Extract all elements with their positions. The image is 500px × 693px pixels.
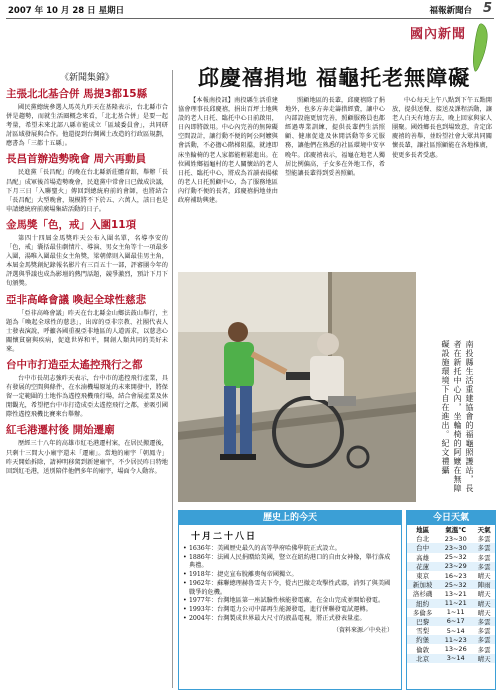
temp: 23~30	[438, 534, 473, 543]
weather-row	[407, 580, 495, 589]
history-item: • 1886年：法國人民捐贈給美國，豎立在紐約港口的自由女神像，舉行落成典禮。	[183, 554, 395, 571]
temp: 11~23	[438, 635, 473, 644]
brief-item	[6, 424, 168, 475]
brief-text: 第四十四屆金馬獎昨天公布入圍名單，名導李安的「色，戒」囊括最佳劇情片、導演、男女主角等十一項最多入圍，湯唯入圍最佳女主角獎，梁朝偉則入圍最佳男主角，本屆金馬獎創紀錄報名影片有三百五十一部，評審團今年的評選與爭議也成為影壇的熱門話題，競爭激烈，預計下月下旬頒獎。	[6, 234, 168, 288]
city: 紐約	[407, 599, 438, 608]
main-article	[178, 96, 492, 268]
city: 雪梨	[407, 626, 438, 635]
temp: 25~32	[438, 553, 473, 562]
main-headline: 邱慶禧捐地 福龜托老無障礙	[197, 65, 471, 90]
weather-row	[407, 534, 495, 543]
brief-item	[6, 88, 168, 148]
weather-row	[407, 617, 495, 626]
weather-row	[407, 562, 495, 571]
brief-text: 「亞非高峰會議」昨天在台北縣金山鄉法鼓山舉行，主題為「喚起全球性的慈悲」，出席的亞非宗教、社團代表人士發表演說，呼籲各國重視亞非地區的人道需求，以慈悲心關懷貧窮與疾病，促進世界和平，開創人類共同的美好未來。	[6, 309, 168, 353]
condition: 晴天	[473, 654, 495, 663]
city: 巴黎	[407, 617, 438, 626]
history-item: • 1636年：美國歷史最久的高等學府哈佛學院正式設立。	[183, 545, 395, 554]
weather-table	[407, 525, 495, 663]
brief-title: 紅毛港遷村後 開始遷廟	[6, 424, 115, 437]
article-paragraph: 照顧地區的長輩，邱慶禧除了捐地外，也多方奔走籌措經費，讓中心內部設施更加完善，照顧服務員也都經過專業訓練，提供長輩們生活照顧、健康促進及休閒活動等多元服務，讓他們在熟悉的社區環境中安享晚年。邱慶禧表示，福龜在地老人獨居比例偏高，子女多在外地工作，希望能讓長輩得到妥善照顧。	[285, 97, 385, 177]
header-rule	[6, 18, 494, 19]
weather-row	[407, 635, 495, 644]
weather-row	[407, 644, 495, 653]
brief-title: 長昌首辦造勢晚會 周六再動員	[6, 153, 147, 166]
temp: 13~26	[438, 644, 473, 653]
history-list	[179, 545, 401, 623]
weather-row	[407, 553, 495, 562]
temp: 1~11	[438, 608, 473, 617]
brief-title: 金馬獎「色，戒」入圍11項	[6, 218, 137, 231]
city: 約堡	[407, 635, 438, 644]
temp: 23~30	[438, 543, 473, 552]
history-item: • 1977年：台灣地區第一座試驗性核能發電廠，在金山完成並開始發電。	[183, 597, 395, 606]
history-item: • 1918年：捷克宣布脫離奧匈帝國獨立。	[183, 571, 395, 580]
history-item: • 1993年：台灣電力公司中部再生能源發電，進行併聯發電試運轉。	[183, 606, 395, 615]
city: 倫敦	[407, 644, 438, 653]
condition: 陣雨	[473, 580, 495, 589]
city: 台北	[407, 534, 438, 543]
temp: 16~23	[438, 571, 473, 580]
brief-text: 歷經三十八年的高雄市紅毛港遷村案，在居民搬遷後，只剩十三間大小廟宇還未「遷廟」。當地的廟宇「朝鳳寺」昨天開始拆除，請神明移駕到新建廟宇，不少居民昨日特地回到紅毛港，送別陪伴他們多年的廟宇，場面令人動容。	[6, 440, 168, 475]
condition: 晴天	[473, 571, 495, 580]
column-divider	[172, 70, 173, 688]
brief-item	[6, 294, 168, 354]
city: 新加坡	[407, 580, 438, 589]
weather-row	[407, 543, 495, 552]
weather-row	[407, 571, 495, 580]
weather-row	[407, 608, 495, 617]
caption-text: 南投縣生活重建協會的福龜照護站，長者在新托中心內，坐輪椅的阿嬤在無障礙設施環境下自在進出。紀文禮攝	[441, 340, 474, 493]
history-item: • 2004年：台灣製成世界最大尺寸的液晶電視，將正式發表量產。	[183, 615, 395, 624]
condition: 多雲	[473, 562, 495, 571]
condition: 晴天	[473, 589, 495, 598]
condition: 多雲	[473, 543, 495, 552]
city: 多倫多	[407, 608, 438, 617]
condition: 多雲	[473, 626, 495, 635]
article-paragraph: 【本報南投訊】南投縣生活重建協會理事長邱慶禧，捐出百坪土地興設的老人日托、臨托中心日前啟用，日內即將啟用。中心內完善的無障礙空間設計，讓行動不便的阿公阿嬤與會活動，不必擔心階梯阻擋，就連即床坐輪椅的老人家都能輕鬆進出。在位國姓鄉福龜村的老人關懷站的老人日托、臨托中心，將成為首讀表揚樣的老人日托照顧中心，為了服務地區內行動不便的長者，邱慶禧捐地並由政府補助興建。	[178, 97, 278, 205]
history-title: 歷史上的今天	[179, 511, 401, 525]
condition: 多雲	[473, 617, 495, 626]
weather-col-header: 天氣	[477, 526, 491, 535]
temp: 6~17	[438, 617, 473, 626]
condition: 多雲	[473, 635, 495, 644]
history-item: • 1962年：蘇聯總理赫魯雪夫下令，從古巴撤走攻擊性武器，消弭了與美國戰爭的危機。	[183, 580, 395, 597]
brief-text: 民進黨「長昌配」的晚在台北縣新莊體育館，舉辦「長昌配」成軍後首場造勢晚會，民進黨中常會日已做成決議，下月三日「入聯聖火」傳回到總統府前的會師，也將結合「長昌配」大型晚會，規模將不下於五、六萬人，該日也是申請總統府前廣場集結活動的日子。	[6, 169, 168, 213]
section-title: 國內新聞	[409, 27, 466, 42]
weather-row	[407, 589, 495, 598]
brief-title: 主張北北基合併 馬提3都15縣	[6, 88, 148, 100]
publication-name: 福報新聞台	[429, 6, 472, 16]
weather-col-header: 地區	[416, 526, 430, 535]
city: 洛杉磯	[407, 589, 438, 598]
brief-item	[6, 153, 168, 213]
weather-title: 今日天氣	[407, 511, 495, 525]
weather-row	[407, 654, 495, 663]
brief-item	[6, 219, 168, 289]
history-source: （資料來源／中央社）	[332, 627, 393, 635]
article-column	[178, 96, 278, 268]
brief-text: 台中市長胡志強昨天表示，台中市的遙控飛行產業，具有發展的空間與條件，在水湳機場原址的未來開發中，將保留一定範圍的土地作為遙控飛機飛行場，結合會展產業及休閒觀光，希望把台中市打造成亞太遙控飛行之都，並吸引國際性遙控飛機比賽來台舉辦。	[6, 374, 168, 419]
city: 北京	[407, 654, 438, 663]
city: 台中	[407, 543, 438, 552]
temp: 5~14	[438, 626, 473, 635]
city: 東京	[407, 571, 438, 580]
brief-item	[6, 359, 168, 419]
temp: 23~29	[438, 562, 473, 571]
temp: 11~21	[438, 599, 473, 608]
city: 花蓮	[407, 562, 438, 571]
news-briefs-column	[6, 68, 168, 688]
briefs-kicker: 《新聞集錦》	[59, 73, 114, 83]
temp: 13~21	[438, 589, 473, 598]
article-paragraph: 中心每天上午八點到下午五點開放，提供送餐、接送及課程活動，讓老人白天有地方去，晚上回家與家人團聚。國姓鄉長也到場致意，肯定邱慶禧的善舉，並盼望社會大眾共同關懷長輩，讓社區照顧能在各地推廣，使更多長者受惠。	[392, 97, 492, 159]
history-box	[178, 510, 402, 690]
condition: 晴天	[473, 599, 495, 608]
issue-date: 2007 年 10 月 28 日 星期日	[8, 6, 125, 16]
condition: 多雲	[473, 534, 495, 543]
weather-row	[407, 599, 495, 608]
weather-row	[407, 626, 495, 635]
history-date: 十月二十八日	[191, 532, 258, 542]
temp: 3~14	[438, 654, 473, 663]
brief-text: 國民黨總統參選人馬英九昨天在基隆表示，台北縣市合併是趨勢，而就生活圈概念來看，「北北基合併」是要一起考量，希望未來北部八縣市能成立「區域委員會」，共同研討區域發展與合作。他還提到台灣國土改造的行政區規劃，應書為「三都十五縣」。	[6, 104, 168, 148]
photo-caption	[420, 340, 494, 500]
temp: 25~32	[438, 580, 473, 589]
page-number: 5	[482, 1, 492, 16]
condition: 晴天	[473, 608, 495, 617]
city: 高雄	[407, 553, 438, 562]
brief-title: 亞非高峰會議 喚起全球性慈悲	[6, 293, 147, 306]
weather-col-header: 氣溫℃	[445, 526, 467, 535]
article-column	[285, 96, 385, 268]
condition: 多雲	[473, 644, 495, 653]
article-column	[392, 96, 492, 268]
news-photo	[178, 272, 416, 502]
condition: 多雲	[473, 553, 495, 562]
weather-box	[406, 510, 496, 690]
brief-title: 台中市打造亞太遙控飛行之都	[6, 358, 143, 371]
